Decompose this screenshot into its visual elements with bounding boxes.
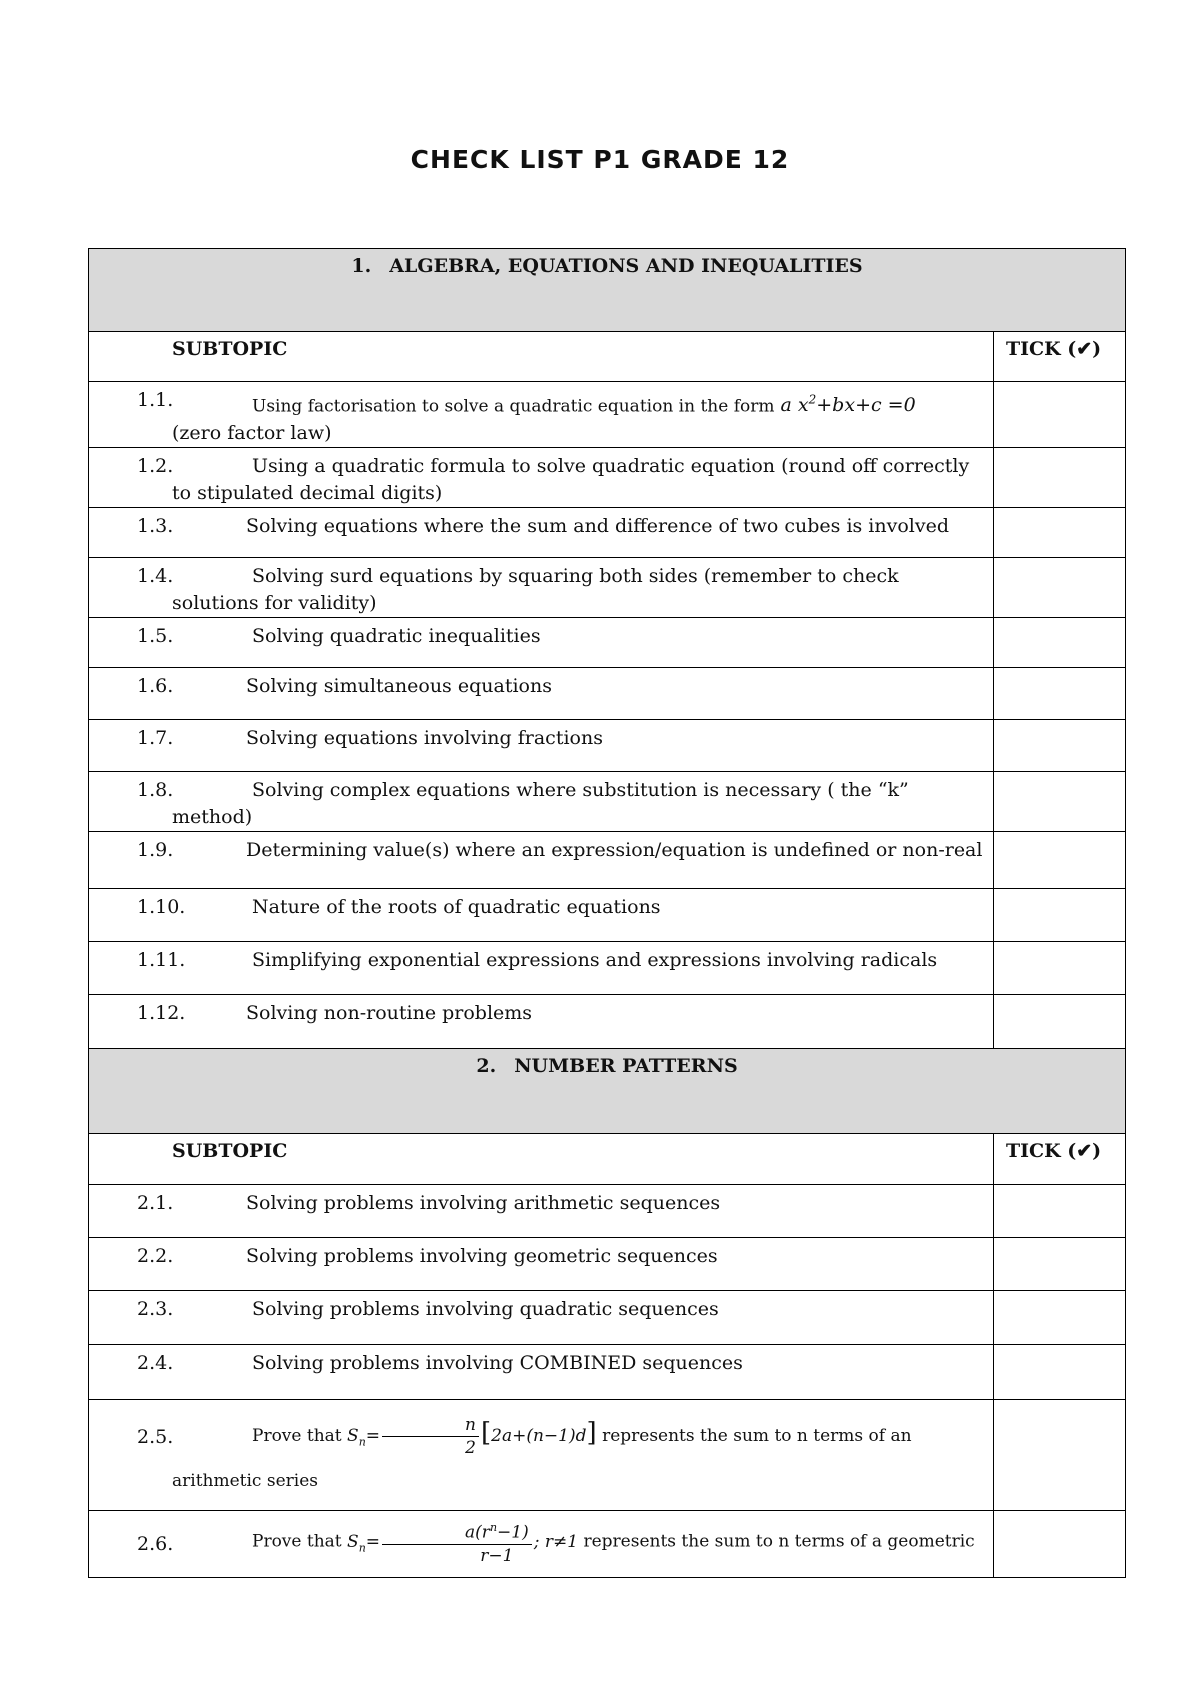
item-number: 2.4. bbox=[137, 1352, 174, 1375]
tick-box[interactable] bbox=[994, 1238, 1126, 1291]
item-text: Solving simultaneous equations bbox=[246, 675, 552, 698]
item-text: Nature of the roots of quadratic equations bbox=[252, 896, 661, 919]
quadratic-form-formula: a $x^2+bx+c =0$ bbox=[780, 393, 916, 417]
item-text: Solving problems involving quadratic sequences bbox=[252, 1298, 719, 1321]
column-header-row bbox=[89, 332, 1126, 382]
item-number: 1.7. bbox=[137, 727, 174, 750]
subtopic-header: SUBTOPIC bbox=[89, 332, 994, 382]
table-row bbox=[89, 382, 1126, 448]
item-number: 2.5. bbox=[137, 1426, 174, 1449]
tick-box[interactable] bbox=[994, 1185, 1126, 1238]
item-number: 1.5. bbox=[137, 625, 174, 648]
table-row bbox=[89, 832, 1126, 889]
item-number: 2.2. bbox=[137, 1245, 174, 1268]
tick-box[interactable] bbox=[994, 942, 1126, 995]
tick-box[interactable] bbox=[994, 720, 1126, 772]
item-number: 1.11. bbox=[137, 949, 186, 972]
item-text: Prove that $S_n=$ $\frac{n}{2}$ [2a+(n−1)d] represents the sum to n terms of an arithmetic series bbox=[172, 1415, 912, 1491]
tick-box[interactable] bbox=[994, 448, 1126, 508]
table-row bbox=[89, 448, 1126, 508]
table-row bbox=[89, 1511, 1126, 1578]
section-header-number-patterns bbox=[89, 1049, 1126, 1134]
section-header-algebra bbox=[89, 249, 1126, 332]
item-text: Prove that $S_n=$ $\frac{a(r^n-1)}{r-1}$ ; r≠1 represents the sum to n terms of a geometric bbox=[89, 1517, 983, 1568]
item-text: Solving problems involving geometric sequences bbox=[246, 1245, 718, 1268]
table-row bbox=[89, 995, 1126, 1049]
tick-box[interactable] bbox=[994, 1511, 1126, 1578]
column-header-row bbox=[89, 1134, 1126, 1185]
section-title: NUMBER PATTERNS bbox=[514, 1055, 738, 1078]
checklist-table bbox=[88, 248, 1126, 1578]
item-number: 1.8. bbox=[137, 779, 174, 802]
table-row bbox=[89, 618, 1126, 668]
item-number: 1.9. bbox=[137, 839, 174, 862]
item-text: Solving complex equations where substitution is necessary ( the “k” method) bbox=[172, 779, 909, 829]
table-row bbox=[89, 942, 1126, 995]
section-number: 2. bbox=[476, 1055, 497, 1078]
item-number: 1.12. bbox=[137, 1002, 186, 1025]
tick-box[interactable] bbox=[994, 668, 1126, 720]
item-text: Solving equations where the sum and difference of two cubes is involved bbox=[246, 515, 950, 538]
tick-box[interactable] bbox=[994, 889, 1126, 942]
tick-header: TICK (✔) bbox=[994, 1134, 1126, 1185]
arithmetic-sum-formula: $S_n=$ $\frac{n}{2}$ [2a+(n−1)d] bbox=[347, 1415, 597, 1459]
item-number: 1.10. bbox=[137, 896, 186, 919]
table-row bbox=[89, 1238, 1126, 1291]
item-number: 1.3. bbox=[137, 515, 174, 538]
table-row bbox=[89, 772, 1126, 832]
tick-header: TICK (✔) bbox=[994, 332, 1126, 382]
tick-box[interactable] bbox=[994, 1400, 1126, 1511]
section-title: ALGEBRA, EQUATIONS AND INEQUALITIES bbox=[389, 255, 863, 277]
table-row bbox=[89, 1400, 1126, 1511]
item-number: 2.6. bbox=[137, 1533, 174, 1556]
item-text: Simplifying exponential expressions and expressions involving radicals bbox=[252, 949, 938, 972]
tick-box[interactable] bbox=[994, 558, 1126, 618]
table-row bbox=[89, 1291, 1126, 1345]
table-row bbox=[89, 668, 1126, 720]
table-row bbox=[89, 889, 1126, 942]
tick-box[interactable] bbox=[994, 832, 1126, 889]
page-title: CHECK LIST P1 GRADE 12 bbox=[410, 145, 790, 174]
table-row bbox=[89, 558, 1126, 618]
tick-box[interactable] bbox=[994, 382, 1126, 448]
tick-box[interactable] bbox=[994, 772, 1126, 832]
tick-box[interactable] bbox=[994, 1345, 1126, 1400]
tick-box[interactable] bbox=[994, 995, 1126, 1049]
item-number: 1.1. bbox=[137, 389, 174, 411]
geometric-sum-formula: $S_n=$ $\frac{a(r^n-1)}{r-1}$ ; r≠1 bbox=[347, 1532, 578, 1552]
item-text: Solving problems involving arithmetic sequences bbox=[246, 1192, 721, 1215]
section-number: 1. bbox=[351, 255, 372, 277]
item-text: Solving problems involving COMBINED sequences bbox=[252, 1352, 743, 1375]
item-text: Solving non-routine problems bbox=[246, 1002, 533, 1025]
item-number: 2.3. bbox=[137, 1298, 174, 1321]
item-text: Solving equations involving fractions bbox=[246, 727, 603, 750]
subtopic-header: SUBTOPIC bbox=[89, 1134, 994, 1185]
item-number: 2.1. bbox=[137, 1192, 174, 1215]
table-row bbox=[89, 1345, 1126, 1400]
tick-box[interactable] bbox=[994, 618, 1126, 668]
table-row bbox=[89, 720, 1126, 772]
item-number: 1.2. bbox=[137, 455, 174, 478]
item-text: Solving surd equations by squaring both sides (remember to check solutions for validity) bbox=[172, 565, 899, 615]
item-text: Solving quadratic inequalities bbox=[252, 625, 541, 648]
item-number: 1.6. bbox=[137, 675, 174, 698]
tick-box[interactable] bbox=[994, 508, 1126, 558]
table-row bbox=[89, 1185, 1126, 1238]
item-number: 1.4. bbox=[137, 565, 174, 588]
table-row bbox=[89, 508, 1126, 558]
item-text: Determining value(s) where an expression/equation is undefined or non-real bbox=[246, 839, 983, 862]
tick-box[interactable] bbox=[994, 1291, 1126, 1345]
item-text: Using a quadratic formula to solve quadratic equation (round off correctly to stipulated decimal digits) bbox=[172, 455, 970, 505]
item-text: Using factorisation to solve a quadratic equation in the form a $x^2+bx+c =0$ (zero factor law) bbox=[172, 393, 916, 445]
